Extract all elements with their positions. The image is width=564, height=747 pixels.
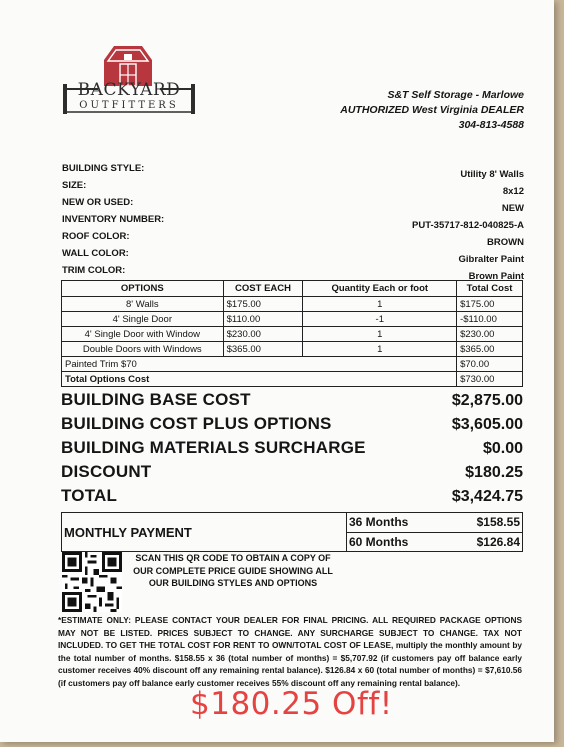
spec-label-size: SIZE: — [62, 180, 87, 191]
summary-label: BUILDING MATERIALS SURCHARGE — [61, 438, 366, 457]
estimate-disclaimer: *ESTIMATE ONLY: PLEASE CONTACT YOUR DEALER FOR FINAL PRICING. ALL REQUIRED PACKAGE OPTIONS MAY NOT BE LISTED. PRICES SUBJECT TO CHANGE. ANY SURCHARGE SUBJECT TO CHANGE. TAX NOT INCLUDED. TO GET THE TOTAL COST FOR RENT TO OWN/TOTAL COST OF LEASE, multiply the monthly amount by the total number of months. $158.55 x 36 (total number of months) = $5,707.92 (if customers pay off balance early customer receives 40% discount off any remaining rental balance). $126.84 x 60 (total number of months) = $7,610.56 (if customers pay off balance early customer receives 55% discount off any remaining rental balance). — [58, 615, 522, 688]
summary-label: BUILDING BASE COST — [61, 390, 251, 409]
option-name: 4' Single Door — [62, 312, 224, 327]
dealer-authorized: AUTHORIZED West Virginia DEALER — [340, 104, 524, 116]
dealer-name: S&T Self Storage - Marlowe — [387, 89, 524, 101]
option-cost: $110.00 — [223, 312, 303, 327]
col-header-total-cost: Total Cost — [457, 281, 523, 297]
option-cost: $365.00 — [223, 342, 303, 357]
qr-code-icon[interactable] — [62, 552, 122, 612]
options-header-row — [62, 281, 523, 297]
spec-value-new-used: NEW — [501, 203, 524, 214]
painted-trim-total: $70.00 — [457, 357, 523, 372]
summary-row-surcharge — [61, 438, 523, 462]
options-table — [61, 280, 523, 387]
table-row — [62, 312, 523, 327]
discount-overlay-text: $180.25 Off! — [190, 686, 393, 722]
summary-row-discount — [61, 462, 523, 486]
spec-label-wall-color: WALL COLOR: — [62, 248, 129, 259]
col-header-cost-each: COST EACH — [223, 281, 303, 297]
brand-name: BACKYARD — [77, 80, 181, 100]
monthly-plans — [347, 513, 522, 551]
spec-value-style: Utility 8' Walls — [460, 169, 524, 180]
spec-value-trim-color: Brown Paint — [468, 271, 524, 282]
col-header-quantity: Quantity Each or foot — [303, 281, 457, 297]
spec-value-wall-color: Gibralter Paint — [458, 254, 524, 265]
monthly-payment-box — [61, 512, 523, 552]
qr-instructions: SCAN THIS QR CODE TO OBTAIN A COPY OF OUR COMPLETE PRICE GUIDE SHOWING ALL OUR BUILDING STYLES AND OPTIONS — [133, 553, 333, 588]
painted-trim-label: Painted Trim $70 — [62, 357, 457, 372]
table-row — [62, 342, 523, 357]
summary-label: BUILDING COST PLUS OPTIONS — [61, 414, 332, 433]
spec-label-style: BUILDING STYLE: — [62, 163, 145, 174]
option-name: 4' Single Door with Window — [62, 327, 224, 342]
monthly-payment-label: MONTHLY PAYMENT — [62, 513, 347, 551]
spec-label-inventory: INVENTORY NUMBER: — [62, 214, 165, 225]
option-cost: $175.00 — [223, 297, 303, 312]
plan-payment: $158.55 — [476, 515, 520, 530]
monthly-plan-row — [347, 513, 522, 532]
summary-label: TOTAL — [61, 486, 118, 505]
option-cost: $230.00 — [223, 327, 303, 342]
summary-row-total — [61, 486, 523, 510]
spec-label-new-used: NEW OR USED: — [62, 197, 134, 208]
dealer-phone: 304-813-4588 — [458, 119, 524, 131]
summary-row-base-cost — [61, 390, 523, 414]
spec-labels — [62, 160, 164, 279]
plan-payment: $126.84 — [476, 534, 520, 549]
summary-label: DISCOUNT — [61, 462, 152, 481]
summary-value: $180.25 — [465, 464, 523, 481]
option-total: $365.00 — [457, 342, 523, 357]
total-options-label: Total Options Cost — [62, 372, 457, 387]
cost-summary — [61, 390, 523, 510]
summary-value: $2,875.00 — [451, 392, 523, 409]
col-header-options: OPTIONS — [62, 281, 224, 297]
dealer-info — [340, 88, 524, 133]
option-qty: 1 — [303, 327, 457, 342]
plan-months: 36 Months — [349, 515, 409, 530]
brand-subname: OUTFITTERS — [79, 100, 179, 111]
spec-values — [412, 166, 524, 285]
summary-value: $0.00 — [482, 440, 523, 457]
brand-logo — [62, 42, 196, 114]
option-name: Double Doors with Windows — [62, 342, 224, 357]
option-name: 8' Walls — [62, 297, 224, 312]
spec-value-roof-color: BROWN — [487, 237, 524, 248]
summary-value: $3,605.00 — [451, 416, 523, 433]
total-options-value: $730.00 — [457, 372, 523, 387]
spec-value-inventory: PUT-35717-812-040825-A — [412, 220, 524, 231]
plan-months: 60 Months — [349, 534, 409, 549]
spec-label-trim-color: TRIM COLOR: — [62, 265, 126, 276]
option-qty: -1 — [303, 312, 457, 327]
table-row — [62, 297, 523, 312]
spec-label-roof-color: ROOF COLOR: — [62, 231, 130, 242]
option-total: -$110.00 — [457, 312, 523, 327]
painted-trim-row — [62, 357, 523, 372]
summary-row-cost-plus-options — [61, 414, 523, 438]
table-row — [62, 327, 523, 342]
spec-value-size: 8x12 — [502, 186, 524, 197]
total-options-row — [62, 372, 523, 387]
monthly-plan-row — [347, 532, 522, 552]
option-qty: 1 — [303, 342, 457, 357]
option-qty: 1 — [303, 297, 457, 312]
summary-value: $3,424.75 — [451, 488, 523, 505]
option-total: $175.00 — [457, 297, 523, 312]
option-total: $230.00 — [457, 327, 523, 342]
